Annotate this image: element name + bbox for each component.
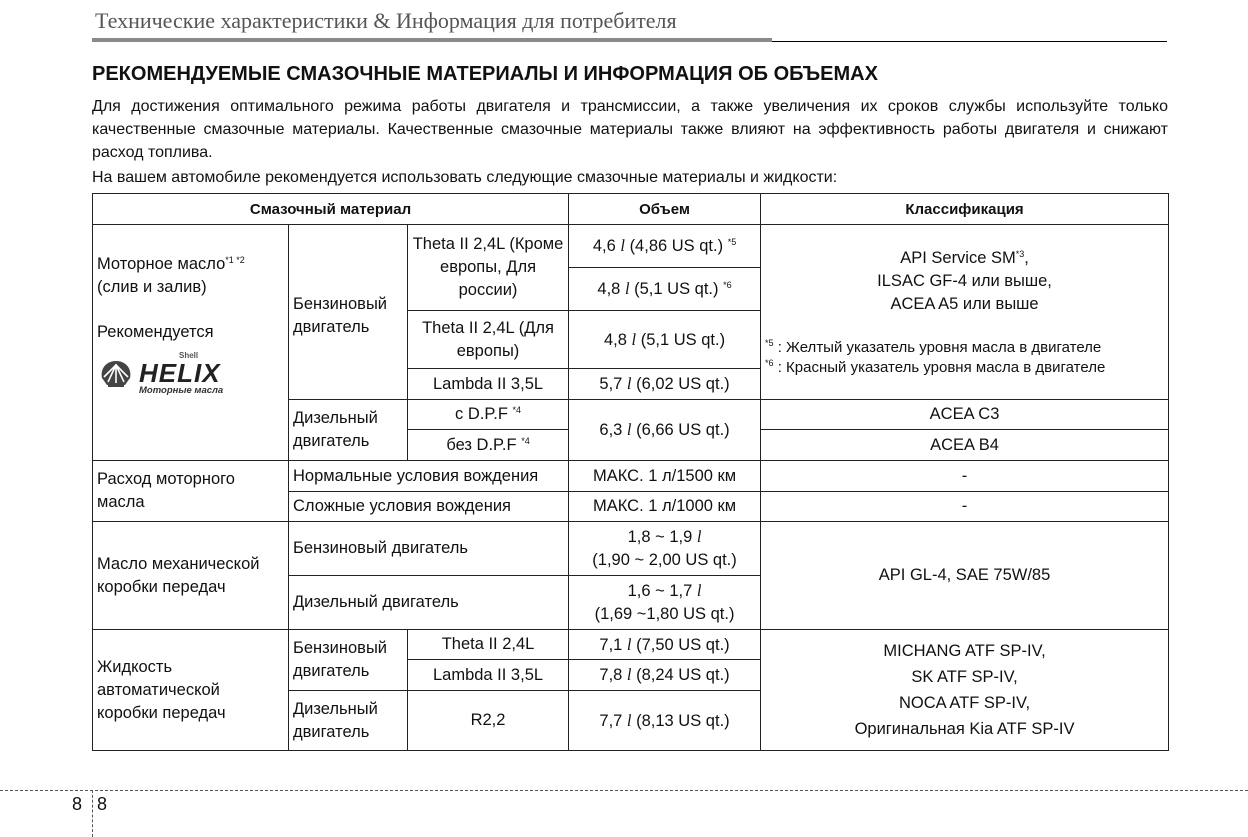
manual-label-cell: Масло механической коробки передач xyxy=(93,522,289,630)
intro-paragraph: Для достижения оптимального режима работы двигателя и трансмиссии, а также увеличения их сроков службы используйте только качественные смазочные материалы. Качественные смазочные материалы также влияют на эффективность работы двигателя и снижают расход топлива. xyxy=(92,98,1168,161)
footnotes xyxy=(765,338,1164,378)
volume-cell: 7,8 l (8,24 US qt.) xyxy=(569,660,761,691)
volume-cell: 1,8 ~ 1,9 l (1,90 ~ 2,00 US qt.) xyxy=(569,522,761,576)
auto-diesel-cell: Дизельный двигатель xyxy=(289,691,408,751)
engine-oil-cell xyxy=(93,225,289,461)
header-title: Технические характеристики & Информация для потребителя xyxy=(95,8,677,33)
footer-rule xyxy=(0,790,1248,791)
auto-r22-cell: R2,2 xyxy=(408,691,569,751)
severe-consumption-cell: МАКС. 1 л/1000 км xyxy=(569,492,761,522)
auto-theta-cell: Theta II 2,4L xyxy=(408,630,569,660)
logo-brand: Shell xyxy=(179,351,199,360)
header-rule xyxy=(92,38,1167,42)
shell-pecten-icon xyxy=(99,359,133,389)
lambda-cell: Lambda II 3,5L xyxy=(408,369,569,400)
lubricants-table xyxy=(92,193,1169,751)
volume-cell: 4,8 l (5,1 US qt.) $^{*6}$ xyxy=(569,268,761,311)
table-row xyxy=(93,630,1169,660)
manual-gasoline-cell: Бензиновый двигатель xyxy=(289,522,569,576)
logo-caption: Моторные масла xyxy=(139,385,224,396)
table-row xyxy=(93,225,1169,268)
page-header xyxy=(92,8,1167,42)
class-line: NOCA ATF SP-IV, xyxy=(898,693,1031,712)
volume-cell: 7,7 l (8,13 US qt.) xyxy=(569,691,761,751)
footnote-6: $^{*6}$ : Красный указатель уровня масла в двигателе xyxy=(765,358,1106,376)
without-dpf-cell: без D.P.F $^{*4}$ xyxy=(408,430,569,461)
volume-cell: 1,6 ~ 1,7 l (1,69 ~1,80 US qt.) xyxy=(569,576,761,630)
intro-paragraph-2: На вашем автомобиле рекомендуется использовать следующие смазочные материалы и жидкости: xyxy=(92,169,838,186)
automatic-class-cell xyxy=(761,630,1169,751)
normal-conditions-cell: Нормальные условия вождения xyxy=(289,461,569,492)
manual-class-cell: API GL-4, SAE 75W/85 xyxy=(761,522,1169,630)
shell-helix-logo xyxy=(97,352,284,396)
manual-diesel-cell: Дизельный двигатель xyxy=(289,576,569,630)
page-number-right: 8 xyxy=(97,794,108,814)
engine-oil-class-cell xyxy=(761,225,1169,400)
table-row xyxy=(93,461,1169,492)
consumption-class-cell: - xyxy=(761,461,1169,492)
header-rule-thin xyxy=(772,41,1167,42)
recommended-label: Рекомендуется xyxy=(97,323,214,341)
auto-gasoline-cell: Бензиновый двигатель xyxy=(289,630,408,691)
with-dpf-cell: с D.P.F $^{*4}$ xyxy=(408,400,569,430)
class-line: ACEA A5 или выше xyxy=(890,295,1039,313)
footnote-5: $^{*5}$ : Желтый указатель уровня масла в двигателе xyxy=(765,338,1102,356)
class-line: SK ATF SP-IV, xyxy=(911,667,1018,686)
class-line: MICHANG ATF SP-IV, xyxy=(883,641,1046,660)
diesel-engine-cell: Дизельный двигатель xyxy=(289,400,408,461)
table-row xyxy=(93,522,1169,576)
automatic-label-cell: Жидкость автоматической коробки передач xyxy=(93,630,289,751)
class-line: ILSAC GF-4 или выше, xyxy=(877,272,1052,290)
gasoline-engine-cell: Бензиновый двигатель xyxy=(289,225,408,400)
page-number-left: 8 xyxy=(72,794,83,814)
header-rule-thick xyxy=(92,38,772,42)
class-line: API Service SM$^{*3}$, xyxy=(900,249,1029,267)
theta-eu-cell: Theta II 2,4L (Для европы) xyxy=(408,311,569,369)
volume-cell: 6,3 l (6,66 US qt.) xyxy=(569,400,761,461)
auto-lambda-cell: Lambda II 3,5L xyxy=(408,660,569,691)
engine-oil-sub: (слив и залив) xyxy=(97,278,207,296)
severe-conditions-cell: Сложные условия вождения xyxy=(289,492,569,522)
col-header-classification: Классификация xyxy=(761,194,1169,225)
consumption-class-cell: - xyxy=(761,492,1169,522)
consumption-label-cell: Расход моторного масла xyxy=(93,461,289,522)
volume-cell: 5,7 l (6,02 US qt.) xyxy=(569,369,761,400)
normal-consumption-cell: МАКС. 1 л/1500 км xyxy=(569,461,761,492)
section-heading: РЕКОМЕНДУЕМЫЕ СМАЗОЧНЫЕ МАТЕРИАЛЫ И ИНФОРМАЦИЯ ОБ ОБЪЕМАХ xyxy=(92,63,878,85)
col-header-lubricant: Смазочный материал xyxy=(93,194,569,225)
class-line: Оригинальная Kia ATF SP-IV xyxy=(854,719,1075,738)
logo-name: HELIX xyxy=(139,358,221,388)
class-dpf-cell: ACEA C3 xyxy=(761,400,1169,430)
theta-noneu-cell: Theta II 2,4L (Кроме европы, Для россии) xyxy=(408,225,569,311)
class-nodpf-cell: ACEA B4 xyxy=(761,430,1169,461)
volume-cell: 7,1 l (7,50 US qt.) xyxy=(569,630,761,660)
volume-cell: 4,8 l (5,1 US qt.) xyxy=(569,311,761,369)
col-header-volume: Объем xyxy=(569,194,761,225)
footer-divider xyxy=(92,790,93,837)
table-header-row xyxy=(93,194,1169,225)
volume-cell: 4,6 l (4,86 US qt.) $^{*5}$ xyxy=(569,225,761,268)
engine-oil-label: Моторное масло$^{*1 *2}$ xyxy=(97,255,245,273)
